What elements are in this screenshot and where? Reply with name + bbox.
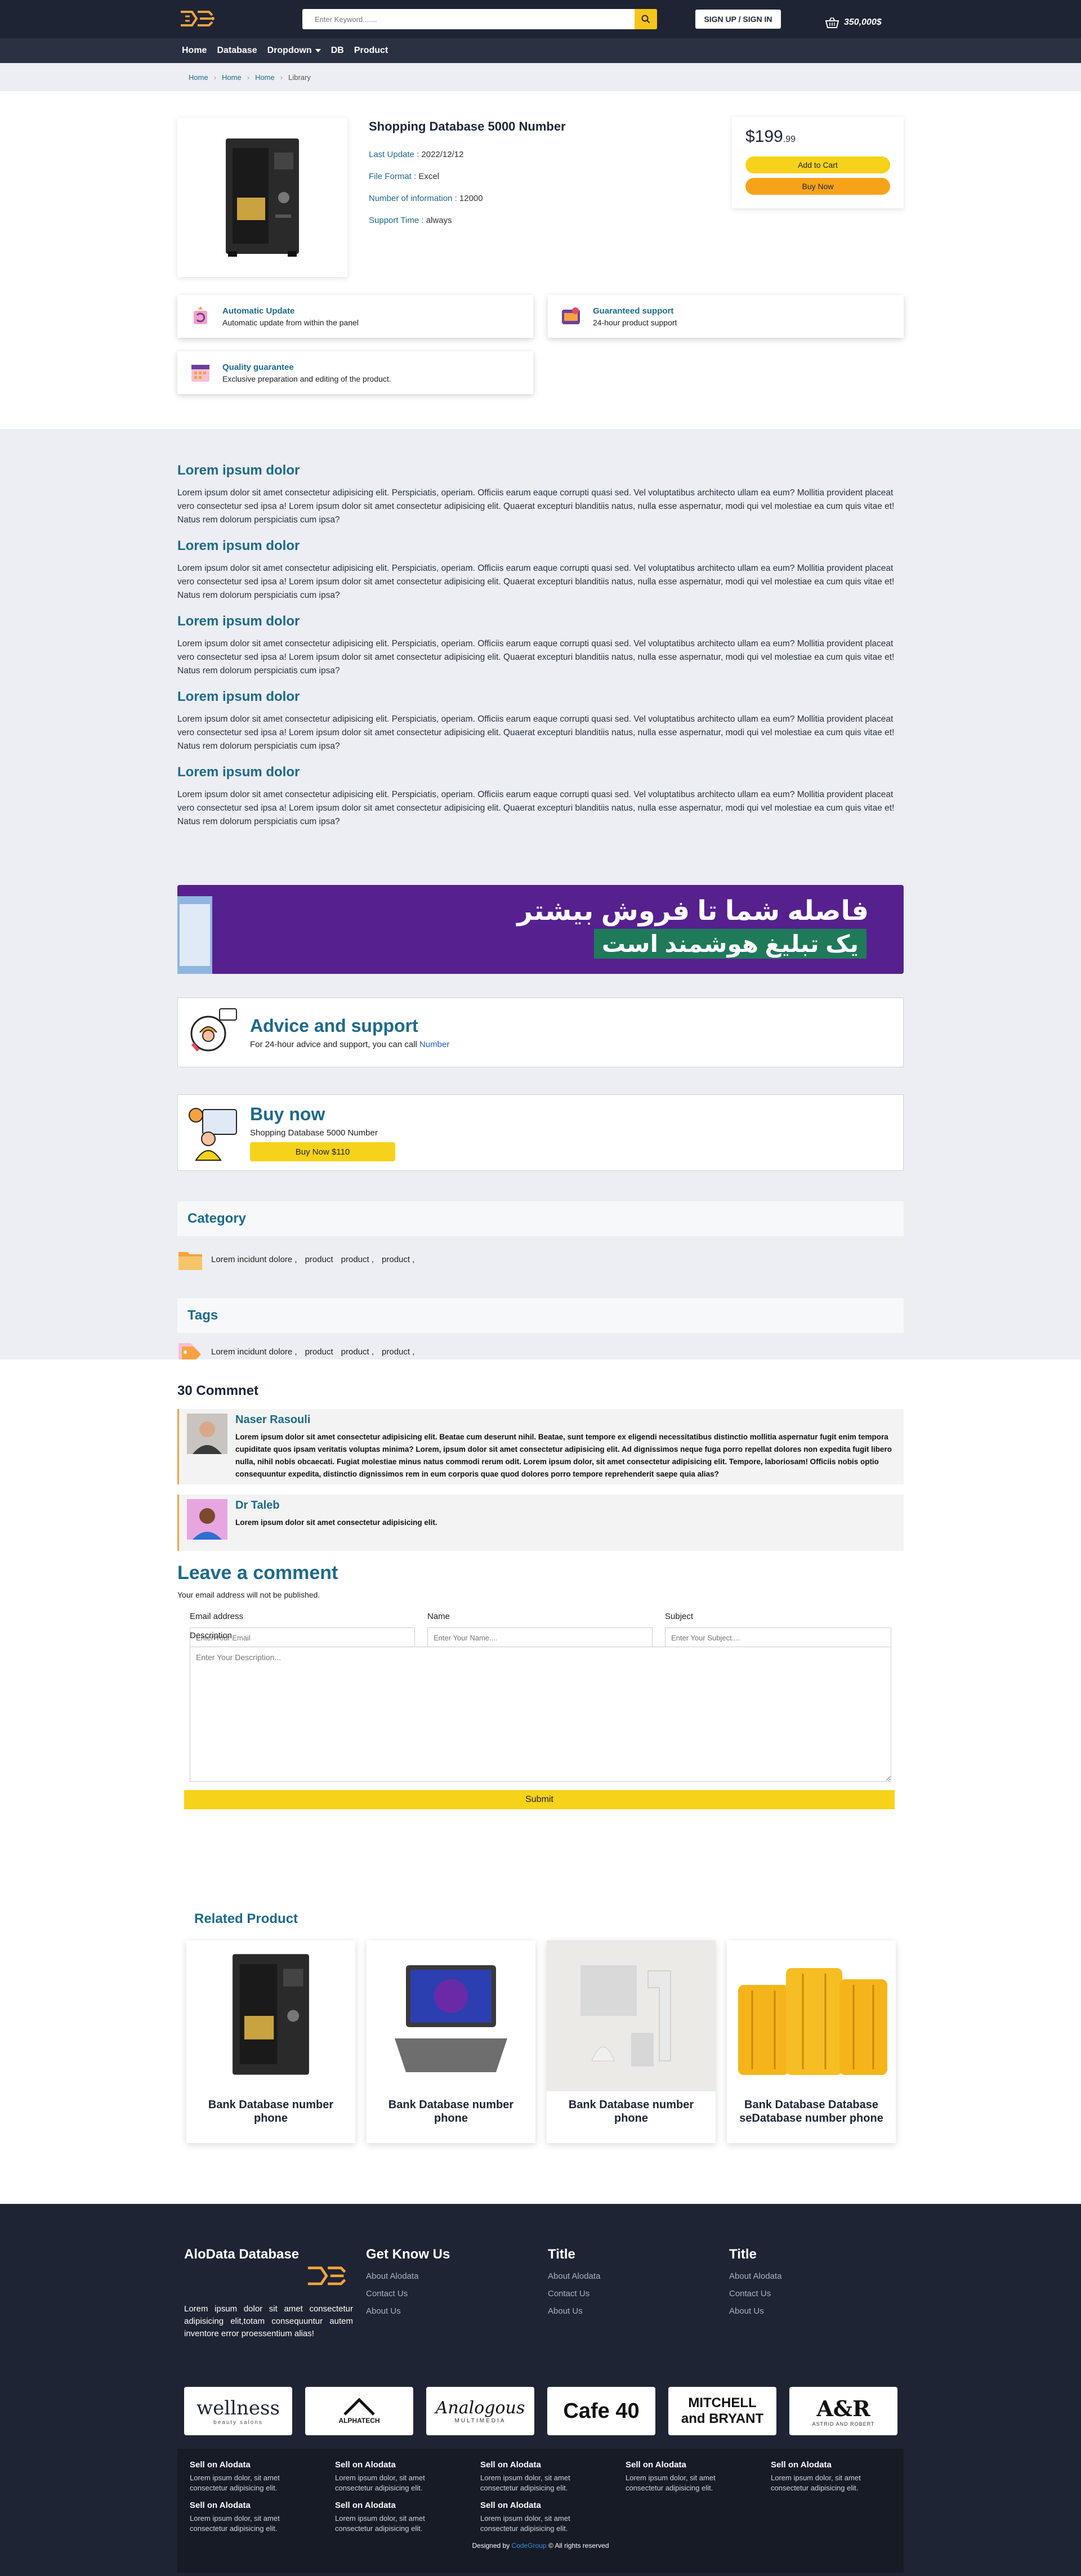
sell-item[interactable]	[480, 2501, 579, 2534]
name-label: Name	[427, 1612, 450, 1621]
spec-file-format	[369, 172, 566, 181]
footer-link[interactable]: About Alodata	[366, 2271, 419, 2281]
article-heading: Lorem ipsum dolor	[177, 764, 300, 780]
feature-title: Quality guarantee	[222, 362, 294, 372]
copyright-text: © All rights reserved	[548, 2542, 609, 2550]
footer-link[interactable]: About Alodata	[729, 2271, 782, 2281]
designer-link[interactable]: CodeGroup	[511, 2542, 547, 2550]
breadcrumb-link[interactable]: Home	[255, 73, 275, 82]
menu-label: Product	[354, 46, 388, 55]
sell-title: Sell on Alodata	[335, 2460, 396, 2470]
brand-name: Analogous	[435, 2398, 525, 2418]
menu-item-home[interactable]	[182, 46, 207, 56]
name-field[interactable]	[427, 1627, 653, 1648]
menu-item-database[interactable]	[217, 46, 257, 56]
category-item[interactable]: product	[305, 1254, 333, 1264]
related-product-card[interactable]	[186, 1940, 355, 2143]
product-section	[177, 91, 904, 429]
related-products	[177, 1900, 904, 2204]
spec-key: Number of information :	[369, 194, 457, 203]
sell-item[interactable]	[190, 2460, 288, 2493]
description-field[interactable]	[190, 1647, 891, 1782]
article-heading: Lorem ipsum dolor	[177, 538, 300, 553]
comment-text: Lorem ipsum dolor sit amet consectetur adipisicing elit.	[235, 1518, 437, 1527]
spec-key: Last Update :	[369, 150, 419, 159]
brand-logo-wellness[interactable]	[184, 2387, 292, 2435]
comment-item	[177, 1495, 904, 1551]
brand-sub: beauty salons	[213, 2419, 263, 2426]
sell-desc: Lorem ipsum dolor, sit amet consectetur adipisicing elit.	[480, 2514, 570, 2533]
related-title: Related Product	[194, 1911, 298, 1926]
email-label: Email address	[190, 1612, 244, 1621]
sell-desc: Lorem ipsum dolor, sit amet consectetur adipisicing elit.	[335, 2474, 425, 2492]
banner-headline: فاصله شما تا فروش بیشتر	[517, 896, 869, 926]
luggage-image	[732, 1946, 890, 2086]
article-block	[177, 689, 904, 753]
tag-item[interactable]: product ,	[382, 1347, 415, 1357]
article-block	[177, 764, 904, 829]
menu-item-dropdown[interactable]	[267, 46, 321, 56]
feature-desc: Exclusive preparation and editing of the product.	[222, 374, 391, 383]
footer-column	[366, 2247, 450, 2324]
tag-item[interactable]: product ,	[341, 1347, 374, 1357]
sell-title: Sell on Alodata	[480, 2460, 541, 2470]
footer-link[interactable]: About Us	[548, 2306, 583, 2316]
menu-item-product[interactable]	[354, 46, 388, 56]
product-image	[186, 1940, 355, 2091]
sell-item[interactable]	[335, 2501, 434, 2534]
main-menu	[0, 38, 1081, 63]
product-image[interactable]	[177, 118, 347, 277]
product-title: Shopping Database 5000 Number	[369, 119, 566, 133]
product-image	[547, 1940, 716, 2091]
designed-prefix: Designed by	[472, 2542, 510, 2550]
laptop-image	[383, 1954, 519, 2078]
article-body: Lorem ipsum dolor sit amet consectetur adipisicing elit. Perspiciatis, operiam. Officiis earum eaque corrupti quasi sed. Vel voluptatibus architecto ullam ea eum? Mollitia provident placeat vero consectetur sed ipsa a! Lorem ipsum dolor sit amet consectetur adipisicing elit. Quaerat excepturi blanditiis natus, nulla esse aspernatur, modi qui vel molestiae ea cum quis vitae et! Natus rem dolorum perspiciatis cum ipsa?	[177, 790, 895, 826]
advice-box	[177, 998, 904, 1067]
tag-item[interactable]: Lorem incidunt dolore ,	[211, 1347, 297, 1357]
advice-text	[250, 1040, 449, 1049]
buy-now-price-button[interactable]: Buy Now $110	[250, 1142, 395, 1161]
menu-item-db[interactable]	[331, 46, 344, 56]
cart-button[interactable]	[825, 16, 882, 29]
avatar	[187, 1499, 227, 1540]
avatar	[187, 1414, 227, 1454]
spec-value: 2022/12/12	[421, 150, 464, 159]
search-icon	[641, 15, 650, 24]
spec-value: 12000	[459, 194, 483, 203]
footer-logo	[302, 2261, 352, 2292]
alphatech-mark	[342, 2398, 376, 2417]
article-body: Lorem ipsum dolor sit amet consectetur adipisicing elit. Perspiciatis, operiam. Officiis earum eaque corrupti quasi sed. Vel voluptatibus architecto ullam ea eum? Mollitia provident placeat vero consectetur sed ipsa a! Lorem ipsum dolor sit amet consectetur adipisicing elit. Quaerat excepturi blanditiis natus, nulla esse aspernatur, modi qui vel molestiae ea cum quis vitae et! Natus rem dolorum perspiciatis cum ipsa?	[177, 714, 895, 751]
buy-box-product: Shopping Database 5000 Number	[250, 1128, 378, 1138]
sell-item[interactable]	[480, 2460, 579, 2493]
article-block	[177, 614, 904, 678]
brand-logo-analogous[interactable]	[426, 2387, 534, 2435]
feature-desc: 24-hour product support	[593, 317, 677, 327]
submit-button[interactable]: Submit	[184, 1790, 895, 1809]
chevron-down-icon	[315, 49, 321, 52]
brand-sub: ASTRID AND ROBERT	[812, 2421, 875, 2427]
breadcrumb-link[interactable]: Home	[189, 73, 208, 82]
sell-desc: Lorem ipsum dolor, sit amet consectetur adipisicing elit.	[190, 2474, 280, 2492]
footer-link[interactable]: Contact Us	[366, 2289, 408, 2298]
search-button[interactable]	[635, 9, 657, 29]
sell-item[interactable]	[626, 2460, 724, 2493]
sell-item[interactable]	[190, 2501, 288, 2534]
cart-total: 350,000$	[844, 17, 882, 27]
headset-support-icon	[186, 1004, 242, 1061]
related-product-card[interactable]	[547, 1940, 716, 2143]
article-heading: Lorem ipsum dolor	[177, 689, 300, 704]
sell-title: Sell on Alodata	[626, 2460, 686, 2470]
footer-column-title: Get Know Us	[366, 2247, 450, 2262]
breadcrumb-link[interactable]: Home	[222, 73, 242, 82]
related-product-name: Bank Database number phone	[568, 2099, 694, 2125]
footer-column	[729, 2247, 781, 2324]
signin-button[interactable]: SIGN UP / SIGN IN	[695, 10, 781, 29]
breadcrumb	[0, 63, 1081, 91]
banner-device-image	[177, 885, 217, 974]
feature-automatic-update	[177, 295, 533, 338]
folder-icon	[177, 1246, 203, 1272]
buy-now-box	[177, 1094, 904, 1171]
basket-icon	[825, 16, 839, 29]
comment-count: 30 Commnet	[177, 1383, 259, 1398]
article-body: Lorem ipsum dolor sit amet consectetur adipisicing elit. Perspiciatis, operiam. Officiis earum eaque corrupti quasi sed. Vel voluptatibus architecto ullam ea eum? Mollitia provident placeat vero consectetur sed ipsa a! Lorem ipsum dolor sit amet consectetur adipisicing elit. Quaerat excepturi blanditiis natus, nulla esse aspernatur, modi qui vel molestiae ea cum quis vitae et! Natus rem dolorum perspiciatis cum ipsa?	[177, 564, 895, 600]
product-image	[727, 1940, 896, 2091]
sell-title: Sell on Alodata	[190, 2501, 251, 2510]
footer-link[interactable]: About Alodata	[548, 2271, 601, 2281]
menu-label: DB	[330, 46, 344, 55]
sell-item[interactable]	[335, 2460, 434, 2493]
spec-key: File Format :	[369, 172, 417, 181]
tag-item[interactable]: product	[305, 1347, 333, 1357]
category-list	[177, 1246, 414, 1272]
leave-comment-title: Leave a comment	[177, 1562, 338, 1584]
spec-support-time	[369, 216, 566, 225]
price-box	[732, 117, 904, 208]
spec-last-update	[369, 150, 566, 159]
article-heading: Lorem ipsum dolor	[177, 614, 300, 629]
product-info	[369, 119, 566, 238]
subject-label: Subject	[665, 1612, 694, 1621]
sell-desc: Lorem ipsum dolor, sit amet consectetur adipisicing elit.	[335, 2514, 425, 2533]
top-header	[0, 0, 1081, 38]
sell-desc: Lorem ipsum dolor, sit amet consectetur adipisicing elit.	[626, 2474, 716, 2492]
calendar-icon	[189, 361, 212, 384]
phone-number-link[interactable]: Number	[419, 1040, 450, 1049]
article-block	[177, 538, 904, 602]
sell-title: Sell on Alodata	[771, 2460, 832, 2470]
site-logo[interactable]	[177, 5, 218, 34]
brand-name: wellness	[196, 2396, 280, 2420]
tags-title: Tags	[177, 1298, 904, 1333]
comment-author: Dr Taleb	[235, 1499, 280, 1511]
safe-image	[220, 136, 305, 260]
support-icon	[559, 305, 583, 328]
footer-about	[184, 2247, 352, 2295]
category-item[interactable]: product ,	[341, 1254, 374, 1264]
site-footer	[0, 2204, 1081, 2576]
feature-quality-guarantee	[177, 351, 533, 394]
footer-column-title: Title	[548, 2247, 575, 2262]
brand-sub: MULTIMEDIA	[454, 2418, 506, 2424]
banner-subline: یک تبلیغ هوشمند است	[594, 929, 866, 959]
feature-title: Guaranteed support	[593, 306, 674, 316]
brand-logo-alphatech[interactable]	[305, 2387, 413, 2435]
ad-banner[interactable]	[177, 885, 904, 974]
related-product-name: Bank Database Database seDatabase number phone	[739, 2099, 883, 2125]
comment-author: Naser Rasouli	[235, 1414, 311, 1426]
spec-value: Excel	[418, 172, 440, 181]
brand-logo-mitchell-bryant[interactable]	[668, 2387, 776, 2435]
footer-column	[548, 2247, 600, 2324]
description-label: Description	[190, 1631, 233, 1640]
brand-name: ALPHATECH	[338, 2417, 380, 2425]
subject-field[interactable]	[665, 1627, 891, 1648]
footer-link[interactable]: Contact Us	[729, 2289, 771, 2298]
brand-name: MITCHELL and BRYANT	[681, 2395, 764, 2426]
related-product-card[interactable]	[367, 1940, 535, 2143]
article-block	[177, 463, 904, 527]
search-input[interactable]	[315, 15, 630, 24]
category-title: Category	[177, 1201, 904, 1236]
footer-link[interactable]: About Us	[729, 2306, 764, 2316]
designed-by-line	[177, 2542, 904, 2550]
spec-key: Support Time :	[369, 216, 424, 225]
search-bar	[302, 9, 657, 29]
article-body: Lorem ipsum dolor sit amet consectetur adipisicing elit. Perspiciatis, operiam. Officiis earum eaque corrupti quasi sed. Vel voluptatibus architecto ullam ea eum? Mollitia provident placeat vero consectetur sed ipsa a! Lorem ipsum dolor sit amet consectetur adipisicing elit. Quaerat excepturi blanditiis natus, nulla esse aspernatur, modi qui vel molestiae ea cum quis vitae et! Natus rem dolorum perspiciatis cum ipsa?	[177, 639, 895, 676]
brand-name: Cafe 40	[563, 2399, 640, 2423]
sell-desc: Lorem ipsum dolor, sit amet consectetur adipisicing elit.	[190, 2514, 280, 2533]
footer-link[interactable]: About Us	[366, 2306, 401, 2316]
brand-logo-ar[interactable]	[789, 2387, 897, 2435]
leave-comment-note: Your email address will not be published.	[177, 1590, 320, 1599]
footer-about-text: Lorem ipsum dolor sit amet consectetur adipisicing elit,totam consequuntur autem inventore error proessentium alias!	[184, 2304, 353, 2338]
sell-title: Sell on Alodata	[335, 2501, 396, 2510]
comments-section	[177, 1359, 904, 1900]
brand-name: A&R	[816, 2395, 870, 2421]
buy-box-title: Buy now	[250, 1104, 325, 1124]
add-to-cart-button[interactable]: Add to Cart	[745, 156, 890, 173]
spec-value: always	[426, 216, 452, 225]
related-product-name: Bank Database number phone	[388, 2099, 514, 2125]
product-image	[367, 1940, 535, 2091]
refresh-icon	[189, 305, 212, 328]
product-price	[745, 127, 890, 146]
breadcrumb-separator: ›	[280, 73, 283, 82]
shopping-person-icon	[186, 1102, 242, 1164]
hairdryer-image	[564, 1948, 699, 2083]
related-product-name: Bank Database number phone	[208, 2099, 334, 2125]
article-body: Lorem ipsum dolor sit amet consectetur adipisicing elit. Perspiciatis, operiam. Officiis earum eaque corrupti quasi sed. Vel voluptatibus architecto ullam ea eum? Mollitia provident placeat vero consectetur sed ipsa a! Lorem ipsum dolor sit amet consectetur adipisicing elit. Quaerat excepturi blanditiis natus, nulla esse aspernatur, modi qui vel molestiae ea cum quis vitae et! Natus rem dolorum perspiciatis cum ipsa?	[177, 488, 895, 525]
brand-logo-cafe40[interactable]	[547, 2387, 655, 2435]
logo-mark	[177, 6, 217, 32]
menu-label: Database	[217, 46, 257, 55]
spec-number-info	[369, 194, 566, 203]
sell-desc: Lorem ipsum dolor, sit amet consectetur adipisicing elit.	[771, 2474, 861, 2492]
safe-image	[220, 1951, 321, 2081]
feature-title: Automatic Update	[222, 306, 295, 316]
advice-text-body: For 24-hour advice and support, you can call	[250, 1040, 417, 1049]
comment-item	[177, 1409, 904, 1484]
article-section	[0, 429, 1081, 1359]
menu-label: Dropdown	[267, 46, 312, 55]
feature-desc: Automatic update from within the panel	[222, 317, 359, 327]
breadcrumb-separator: ›	[247, 73, 250, 82]
footer-column-title: Title	[729, 2247, 757, 2262]
comment-text: Lorem ipsum dolor sit amet consectetur adipisicing elit. Beatae cum deserunt nihil. Beatae, sunt tempore ex eligendi necessitatibus distinctio mollitia aspernatur fugit enim tempora cupiditate quos ipsam veritatis voluptas minima? Lorem, ipsum dolor sit amet consectetur adipisicing elit. Ad dignissimos neque fuga porro repellat dolores non expedita fugit libero nulla, nihil nobis obcaecati. Fugiat molestiae minus natus commodi rerum odit. Lorem ipsum dolor, sit amet consectetur adipisicing elit. Tempore, laboriosam! Officiis nobis optio consequuntur expedita, distinctio dignissimos rem in eum corporis quae quod dolores porro tempore reprehenderit saepe quia alias?	[235, 1433, 892, 1478]
feature-guaranteed-support	[548, 295, 904, 338]
footer-about-title: AloData Database	[184, 2247, 300, 2262]
article-heading: Lorem ipsum dolor	[177, 463, 300, 478]
category-item[interactable]: product ,	[382, 1254, 415, 1264]
breadcrumb-separator: ›	[213, 73, 217, 82]
menu-label: Home	[182, 46, 207, 55]
price-main: $199	[745, 127, 783, 146]
breadcrumb-current: Library	[288, 73, 311, 82]
footer-link[interactable]: Contact Us	[548, 2289, 590, 2298]
related-product-card[interactable]	[727, 1940, 896, 2143]
buy-now-button[interactable]: Buy Now	[745, 178, 890, 195]
sell-desc: Lorem ipsum dolor, sit amet consectetur adipisicing elit.	[480, 2474, 570, 2492]
sell-title: Sell on Alodata	[480, 2501, 541, 2510]
advice-title: Advice and support	[250, 1016, 418, 1036]
sell-grid	[177, 2449, 904, 2573]
sell-item[interactable]	[771, 2460, 869, 2493]
category-item[interactable]: Lorem incidunt dolore ,	[211, 1254, 297, 1264]
sell-title: Sell on Alodata	[190, 2460, 251, 2470]
price-cents: .99	[783, 135, 796, 144]
